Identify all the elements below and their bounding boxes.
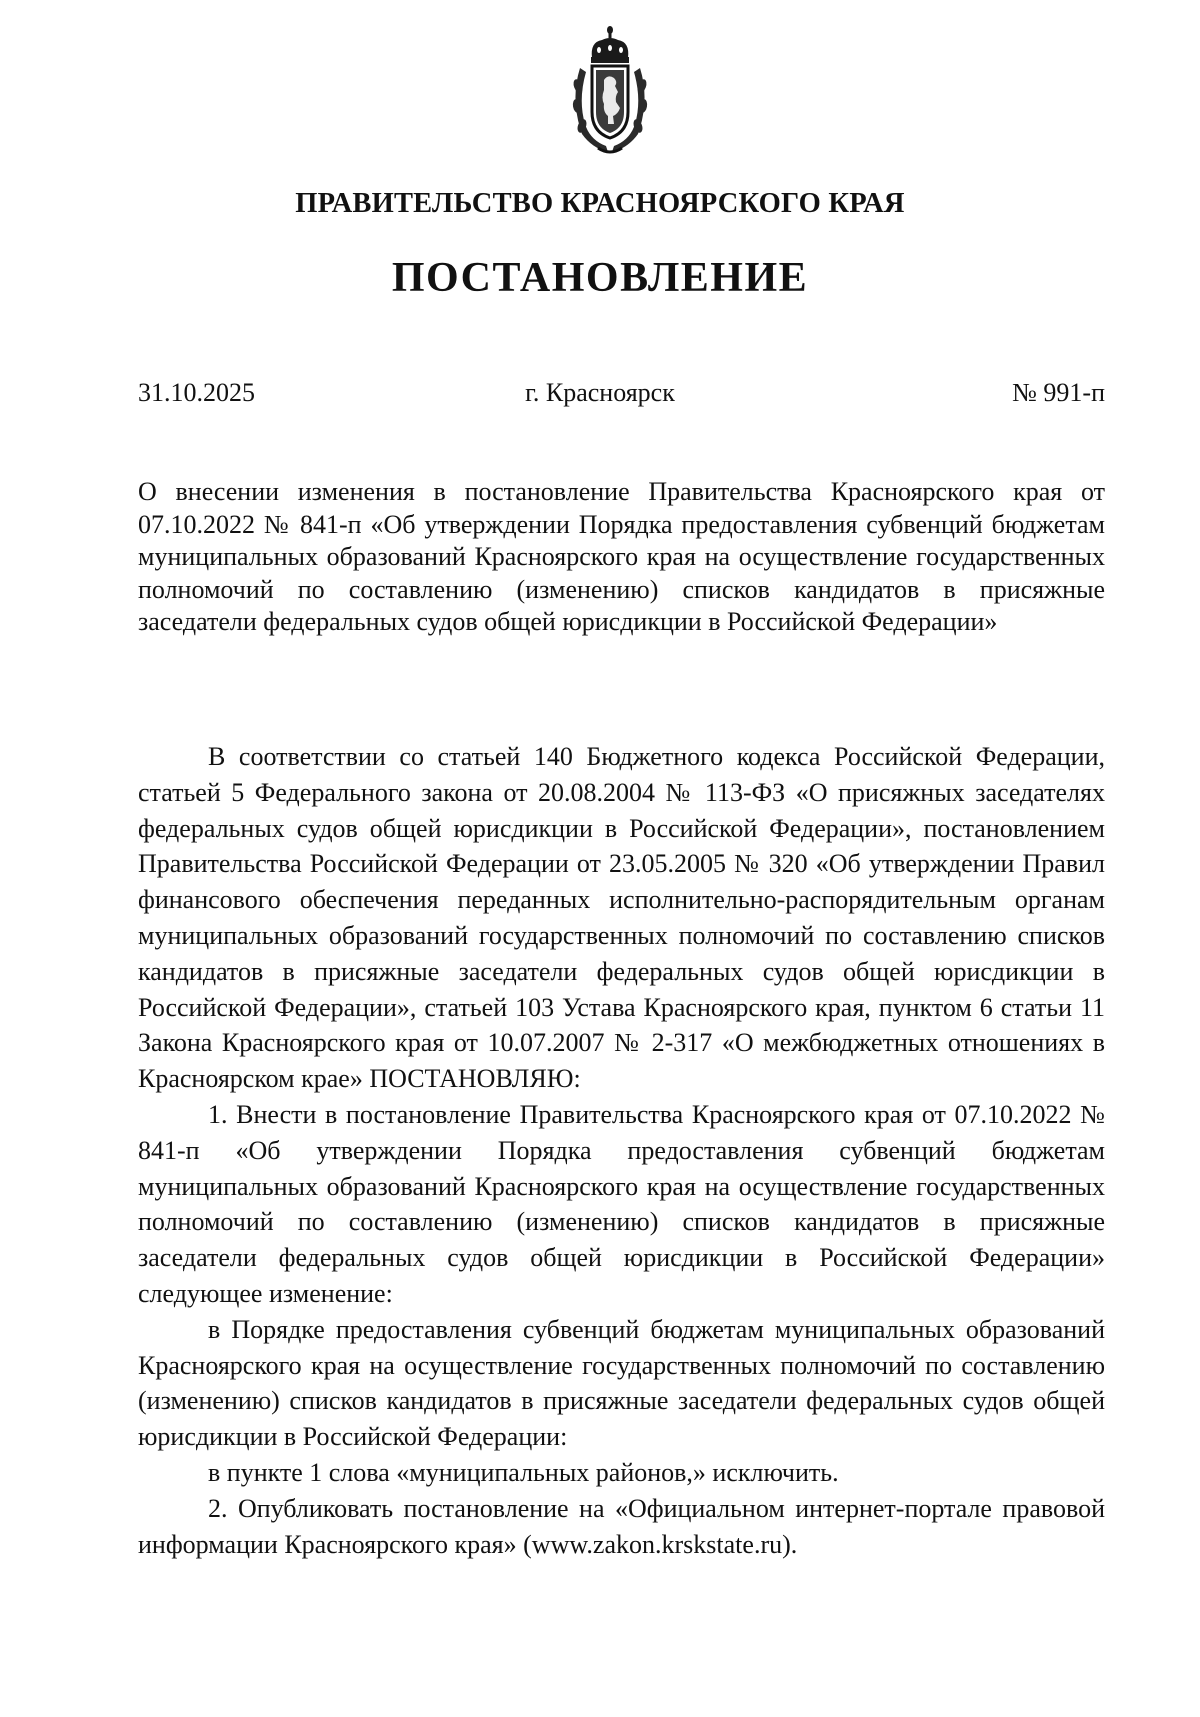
document-date: 31.10.2025 bbox=[138, 378, 255, 407]
document-subject: О внесении изменения в постановление Правительства Красноярского края от 07.10.2022 № 841-п «Об утверждении Порядка предоставления субвенций бюджетам муниципальных образований Красноярского края на осуществление государственных полномочий по составлению (изменению) списков кандидатов в присяжные заседатели федеральных судов общей юрисдикции в Российской Федерации» bbox=[138, 477, 1105, 636]
item-1-subparagraph-2: в пункте 1 слова «муниципальных районов,» исключить. bbox=[208, 1457, 839, 1487]
item-1-subparagraph: в Порядке предоставления субвенций бюджетам муниципальных образований Красноярского края на осуществление государственных полномочий по составлению (изменению) списков кандидатов в присяжные заседатели федеральных судов общей юрисдикции в Российской Федерации: bbox=[138, 1314, 1105, 1452]
preamble-paragraph: В соответствии со статьей 140 Бюджетного кодекса Российской Федерации, статьей 5 Федерального закона от 20.08.2004 № 113-ФЗ «О присяжных заседателях федеральных судов общей юрисдикции в Российской Федерации», постановлением Правительства Российской Федерации от 23.05.2005 № 320 «Об утверждении Правил финансового обеспечения переданных исполнительно-распорядительным органам муниципальных образований государственных полномочий по составлению списков кандидатов в присяжные заседатели федеральных судов общей юрисдикции в Российской Федерации», статьей 103 Устава Красноярского края, пунктом 6 статьи 11 Закона Красноярского края от 10.07.2007 № 2-317 «О межбюджетных отношениях в Красноярском крае» ПОСТАНОВЛЯЮ: bbox=[138, 742, 1105, 1094]
document-type-title: ПОСТАНОВЛЕНИЕ bbox=[391, 255, 809, 301]
organization-title: ПРАВИТЕЛЬСТВО КРАСНОЯРСКОГО КРАЯ bbox=[295, 188, 905, 219]
item-1-paragraph: 1. Внести в постановление Правительства Красноярского края от 07.10.2022 № 841-п «Об утверждении Порядка предоставления субвенций бюджетам муниципальных образований Красноярского края на осуществление государственных полномочий по составлению (изменению) списков кандидатов в присяжные заседатели федеральных судов общей юрисдикции в Российской Федерации» следующее изменение: bbox=[138, 1099, 1105, 1308]
coat-of-arms-icon bbox=[568, 20, 652, 158]
document-body bbox=[138, 739, 1105, 1562]
document-city: г. Красноярск bbox=[525, 378, 675, 407]
item-2-paragraph: 2. Опубликовать постановление на «Официальном интернет-портале правовой информации Красноярского края» (www.zakon.krskstate.ru). bbox=[138, 1493, 1105, 1559]
document-number: № 991-п bbox=[1012, 378, 1105, 407]
